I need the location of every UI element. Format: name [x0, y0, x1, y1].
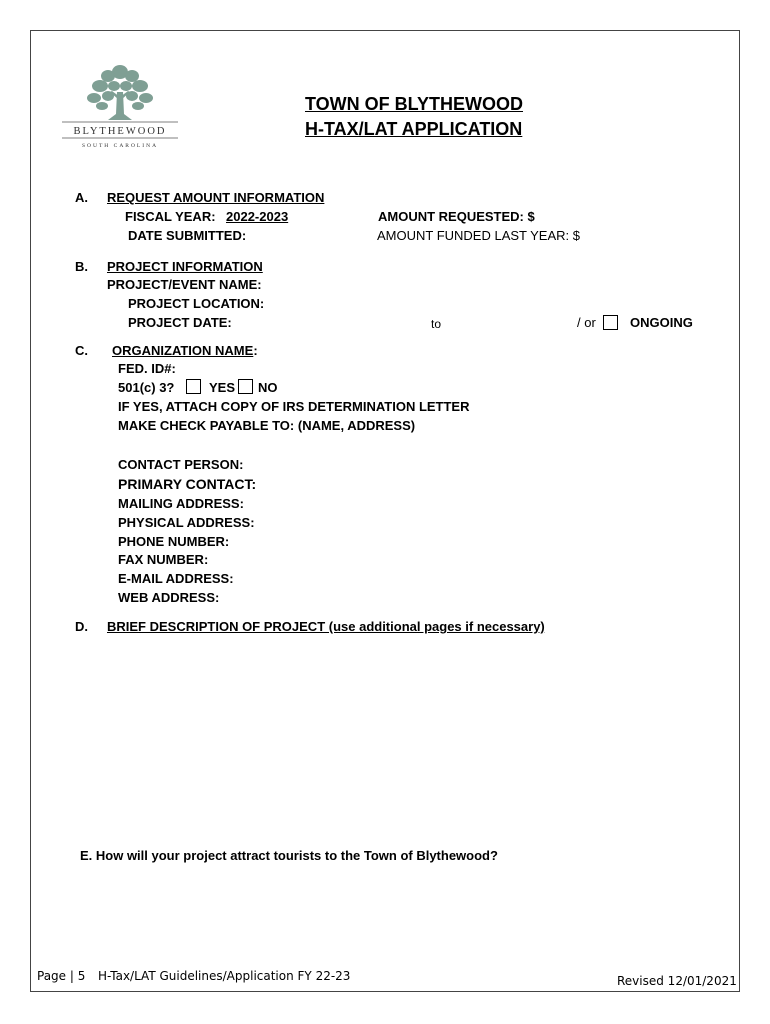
logo-state: SOUTH CAROLINA [81, 143, 159, 149]
501c3-question: 501(c) 3? [118, 380, 175, 395]
project-date-label: PROJECT DATE: [128, 315, 232, 330]
fiscal-year-value: 2022-2023 [226, 209, 289, 224]
contact-person-label: CONTACT PERSON: [118, 457, 244, 472]
primary-contact-label: PRIMARY CONTACT: [118, 476, 257, 492]
fax-number-label: FAX NUMBER: [118, 552, 209, 567]
blythewood-logo [62, 62, 178, 154]
section-d-letter: D. [75, 619, 88, 634]
no-label: NO [258, 380, 278, 395]
section-a-heading: REQUEST AMOUNT INFORMATION [107, 190, 325, 205]
footer-revised: Revised 12/01/2021 [617, 974, 737, 988]
organization-name-colon: : [253, 343, 258, 358]
logo-wordmark: BLYTHEWOOD [73, 126, 167, 137]
event-name-label: PROJECT/EVENT NAME: [107, 277, 262, 292]
irs-note: IF YES, ATTACH COPY OF IRS DETERMINATION LETTER [118, 399, 470, 414]
mailing-address-label: MAILING ADDRESS: [118, 496, 244, 511]
physical-address-label: PHYSICAL ADDRESS: [118, 515, 255, 530]
project-location-label: PROJECT LOCATION: [128, 296, 265, 311]
phone-number-label: PHONE NUMBER: [118, 534, 230, 549]
section-b-letter: B. [75, 259, 88, 274]
ongoing-checkbox[interactable] [603, 315, 618, 330]
amount-requested-label: AMOUNT REQUESTED: $ [378, 209, 535, 224]
title-line-1: TOWN OF BLYTHEWOOD [305, 94, 523, 114]
ongoing-label: ONGOING [630, 315, 693, 330]
date-to-text: to [431, 317, 442, 331]
title-line-2: H-TAX/LAT APPLICATION [305, 119, 523, 139]
email-address-label: E-MAIL ADDRESS: [118, 571, 234, 586]
payable-label: MAKE CHECK PAYABLE TO: (NAME, ADDRESS) [118, 418, 416, 433]
section-b-heading: PROJECT INFORMATION [107, 259, 263, 274]
yes-checkbox[interactable] [186, 379, 201, 394]
fiscal-year-label: FISCAL YEAR: [125, 209, 216, 224]
fed-id-label: FED. ID#: [118, 361, 176, 376]
section-d-heading: BRIEF DESCRIPTION OF PROJECT (use additional pages if necessary) [107, 619, 545, 634]
section-c-letter: C. [75, 343, 88, 358]
date-submitted-label: DATE SUBMITTED: [128, 228, 247, 243]
or-text: / or [577, 315, 596, 330]
amount-funded-label: AMOUNT FUNDED LAST YEAR: $ [377, 228, 580, 243]
yes-label: YES [209, 380, 236, 395]
footer-page-number: Page | 5 [37, 969, 86, 983]
organization-name-label [112, 343, 258, 358]
web-address-label: WEB ADDRESS: [118, 590, 220, 605]
tree-icon [87, 65, 153, 120]
section-e-question: E. How will your project attract tourists to the Town of Blythewood? [80, 848, 498, 863]
footer-doc-title: H-Tax/LAT Guidelines/Application FY 22-23 [98, 969, 351, 983]
no-checkbox[interactable] [238, 379, 253, 394]
section-a-letter: A. [75, 190, 88, 205]
organization-name-heading: ORGANIZATION NAME [112, 343, 254, 358]
